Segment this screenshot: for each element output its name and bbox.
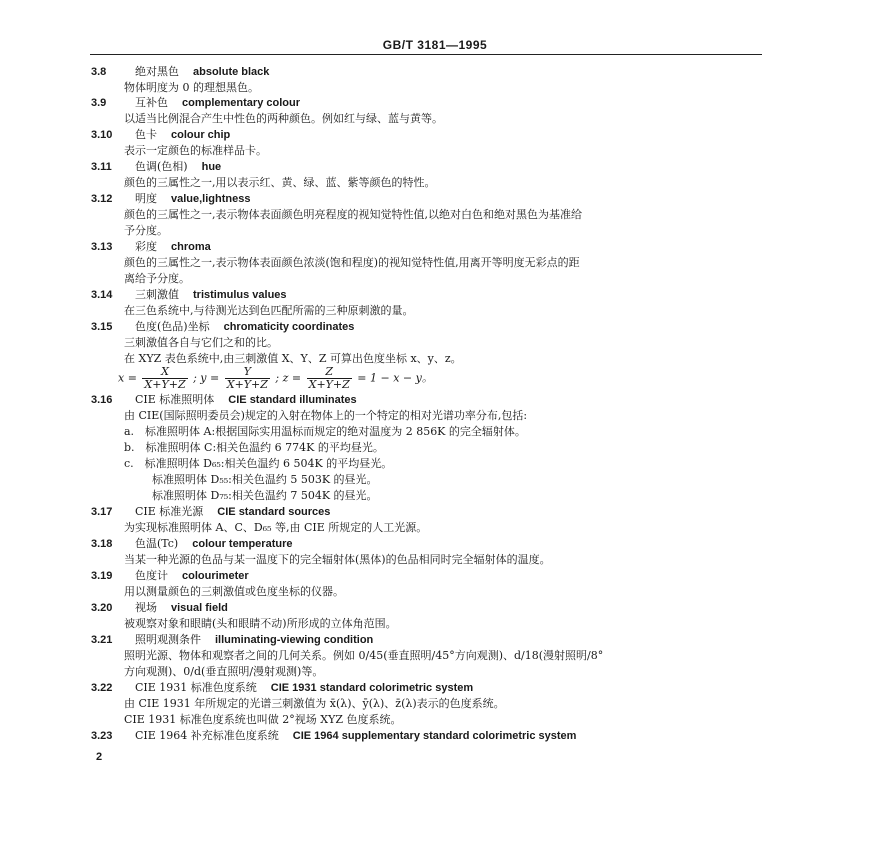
term-chinese: 互补色 [135,96,168,109]
clause-number: 3.20 [91,602,113,614]
term-heading [91,192,250,206]
term-heading [91,288,287,302]
header-rule [90,54,762,55]
body-text-line: 由 CIE 1931 年所规定的光谱三刺激值为 x̄(λ)、ȳ(λ)、z̄(λ)表示的色度系统。 [124,697,505,710]
body-text-line: 在三色系统中,与待测光达到色匹配所需的三种原刺激的量。 [124,304,414,317]
term-heading [91,537,292,551]
clause-number: 3.15 [91,321,113,333]
term-chinese: 色卡 [135,128,157,141]
term-heading [91,96,300,110]
term-english: complementary colour [182,97,300,109]
formula-sep-2: ; z = [275,371,302,385]
term-chinese: 彩度 [135,240,157,253]
formula-y-numerator: Y [225,366,270,379]
formula-y-fraction [225,366,270,391]
clause-number: 3.18 [91,538,113,550]
term-chinese: 三刺激值 [135,288,179,301]
formula-z-denominator: X+Y+Z [308,378,350,391]
term-english: hue [201,161,222,173]
body-text-line: b. 标准照明体 C:相关色温约 6 774K 的平均昼光。 [124,441,384,454]
clause-number: 3.16 [91,394,113,406]
clause-number: 3.12 [91,193,113,205]
term-english: chromaticity coordinates [223,321,355,333]
term-chinese: 色度(色品)坐标 [135,320,210,333]
body-text-line: 离给予分度。 [124,272,190,285]
body-text-line: 照明光源、物体和观察者之间的几何关系。例如 0/45(垂直照明/45°方向观测)、d/18(漫射照明/8° [124,649,604,662]
term-heading [91,320,354,334]
term-english: CIE 1931 standard colorimetric system [270,682,474,694]
clause-number: 3.21 [91,634,113,646]
formula-z-fraction [307,366,352,391]
body-text-line: a. 标准照明体 A:根据国际实用温标而规定的绝对温度为 2 856K 的完全辐射体。 [124,425,526,438]
clause-number: 3.8 [91,66,107,78]
term-heading [91,128,230,142]
term-chinese: 色温(Tc) [135,537,179,550]
term-chinese: CIE 1931 标准色度系统 [135,681,257,694]
body-text-line: c. 标准照明体 D₆₅:相关色温约 6 504K 的平均昼光。 [124,457,393,470]
term-chinese: 色度计 [135,569,168,582]
term-english: chroma [171,241,211,253]
clause-number: 3.23 [91,730,113,742]
term-english: CIE standard illuminates [228,394,357,406]
body-text-line: 用以测量颜色的三刺激值或色度坐标的仪器。 [124,585,344,598]
term-heading [91,729,576,743]
clause-number: 3.14 [91,289,113,301]
clause-number: 3.10 [91,129,113,141]
clause-number: 3.19 [91,570,113,582]
formula-x-fraction [142,366,187,391]
body-text-line: 为实现标准照明体 A、C、D₆₅ 等,由 CIE 所规定的人工光源。 [124,521,428,534]
clause-number: 3.13 [91,241,113,253]
body-text-line: 标准照明体 D₅₅:相关色温约 5 503K 的昼光。 [152,473,378,486]
body-text-line: CIE 1931 标准色度系统也叫做 2°视场 XYZ 色度系统。 [124,713,402,726]
body-text-line: 在 XYZ 表色系统中,由三刺激值 X、Y、Z 可算出色度坐标 x、y、z。 [124,352,462,365]
term-chinese: CIE 标准光源 [135,505,204,518]
term-heading [91,393,357,407]
chromaticity-formula [118,366,433,391]
term-heading [91,240,211,254]
term-chinese: CIE 1964 补充标准色度系统 [135,729,279,742]
body-text-line: 颜色的三属性之一,表示物体表面颜色明亮程度的视知觉特性值,以绝对白色和绝对黑色为基准给 [124,208,582,221]
formula-tail: = 1 − x − y。 [357,371,433,385]
clause-number: 3.11 [91,161,112,173]
term-chinese: 明度 [135,192,157,205]
formula-y-denominator: X+Y+Z [226,378,268,391]
formula-sep-1: ; y = [193,371,220,385]
formula-x-denominator: X+Y+Z [144,378,186,391]
clause-number: 3.9 [91,97,107,109]
term-heading [91,633,373,647]
body-text-line: 物体明度为 0 的理想黑色。 [124,81,259,94]
term-english: colourimeter [182,570,249,582]
term-english: absolute black [193,66,270,78]
term-chinese: CIE 标准照明体 [135,393,215,406]
term-chinese: 绝对黑色 [135,65,179,78]
term-english: visual field [171,602,228,614]
standard-number-header: GB/T 3181—1995 [382,38,488,52]
body-text-line: 当某一种光源的色品与某一温度下的完全辐射体(黑体)的色品相同时完全辐射体的温度。 [124,553,551,566]
term-chinese: 照明观测条件 [135,633,201,646]
term-english: CIE 1964 supplementary standard colorimetric system [292,730,577,742]
term-heading [91,160,221,174]
body-text-line: 表示一定颜色的标准样品卡。 [124,144,267,157]
term-heading [91,569,249,583]
term-heading [91,681,473,695]
formula-x-numerator: X [142,366,187,379]
term-heading [91,505,330,519]
term-heading [91,601,228,615]
term-heading [91,65,269,79]
body-text-line: 标准照明体 D₇₅:相关色温约 7 504K 的昼光。 [152,489,378,502]
clause-number: 3.17 [91,506,113,518]
term-chinese: 视场 [135,601,157,614]
term-english: tristimulus values [193,289,287,301]
formula-x-lhs: x = [118,371,137,385]
body-text-line: 方向观测)、0/d(垂直照明/漫射观测)等。 [124,665,324,678]
term-english: value,lightness [171,193,251,205]
formula-z-numerator: Z [307,366,352,379]
body-text-line: 颜色的三属性之一,表示物体表面颜色浓淡(饱和程度)的视知觉特性值,用离开等明度无彩点的距 [124,256,580,269]
body-text-line: 颜色的三属性之一,用以表示红、黄、绿、蓝、紫等颜色的特性。 [124,176,436,189]
body-text-line: 由 CIE(国际照明委员会)规定的入射在物体上的一个特定的相对光谱功率分布,包括: [124,409,528,422]
body-text-line: 三刺激值各自与它们之和的比。 [124,336,278,349]
clause-number: 3.22 [91,682,113,694]
term-chinese: 色调(色相) [135,160,188,173]
page-number: 2 [96,751,103,763]
term-english: CIE standard sources [217,506,331,518]
body-text-line: 被观察对象和眼睛(头和眼睛不动)所形成的立体角范围。 [124,617,397,630]
term-english: illuminating-viewing condition [215,634,374,646]
term-english: colour temperature [192,538,293,550]
body-text-line: 以适当比例混合产生中性色的两种颜色。例如红与绿、蓝与黄等。 [124,112,443,125]
body-text-line: 予分度。 [124,224,168,237]
term-english: colour chip [171,129,231,141]
